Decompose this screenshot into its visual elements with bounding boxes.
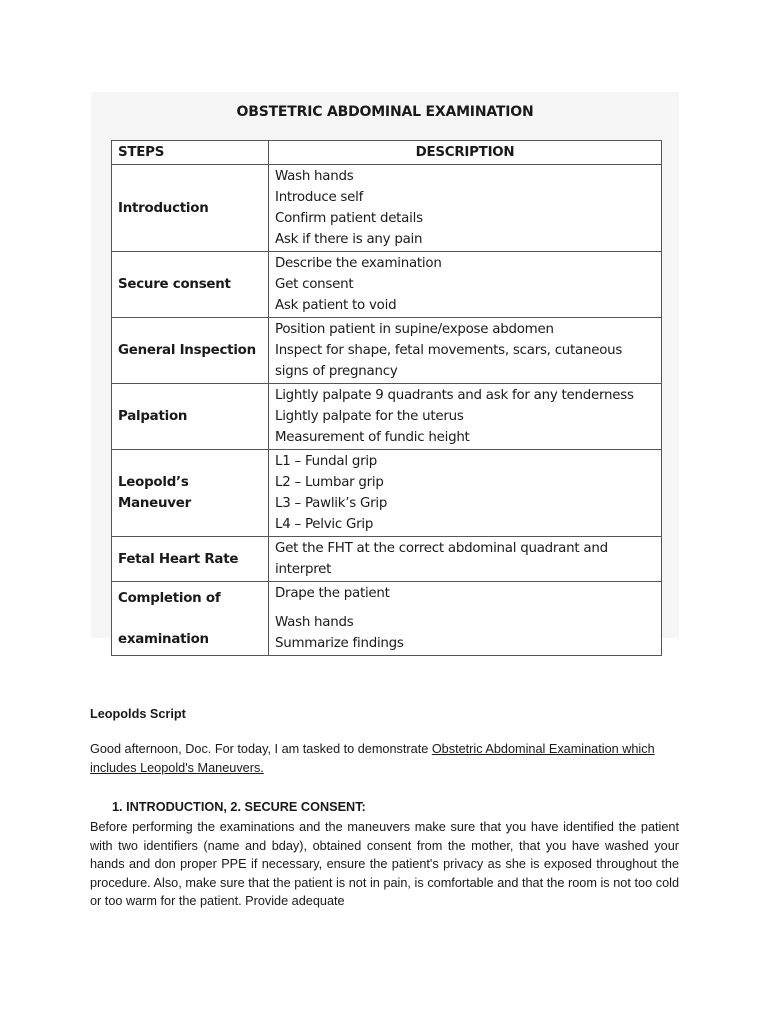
column-header-steps: STEPS [112,141,269,165]
table-row [112,537,662,582]
description-cell [269,450,662,537]
step-label: Palpation [118,409,188,424]
examination-table-figure [91,92,679,651]
step-cell [112,537,269,582]
description-line: Wash hands [275,169,354,184]
step-cell [112,318,269,384]
step-label: Leopold’s [118,475,189,490]
section-heading: 1. INTRODUCTION, 2. SECURE CONSENT: [112,800,366,814]
description-line: signs of pregnancy [275,364,398,379]
description-cell [269,582,662,656]
step-cell [112,165,269,252]
description-line: Describe the examination [275,256,442,271]
description-line: Lightly palpate 9 quadrants and ask for any tenderness [275,388,634,403]
table-title: OBSTETRIC ABDOMINAL EXAMINATION [236,104,534,120]
description-line: Ask if there is any pain [275,232,423,247]
script-title: Leopolds Script [90,707,186,721]
table-row [112,318,662,384]
table-header-row [112,141,662,165]
step-cell [112,450,269,537]
step-cell [112,384,269,450]
description-line: L3 – Pawlik’s Grip [275,496,388,511]
step-label: Secure consent [118,277,231,292]
description-line: Measurement of fundic height [275,430,470,445]
description-line: Position patient in supine/expose abdomen [275,322,554,337]
description-cell [269,318,662,384]
step-cell [112,252,269,318]
table-row [112,450,662,537]
step-label: Introduction [118,200,209,216]
description-line: Inspect for shape, fetal movements, scars, cutaneous [275,343,623,358]
column-header-description: DESCRIPTION [269,141,662,165]
step-label: Fetal Heart Rate [118,551,239,567]
description-cell [269,537,662,582]
step-cell [112,582,269,656]
description-line: Wash hands [275,615,354,630]
table-row [112,384,662,450]
description-line: interpret [275,562,332,577]
description-line: L4 – Pelvic Grip [275,517,374,532]
description-line: L1 – Fundal grip [275,454,378,469]
section-body-paragraph: Before performing the examinations and the maneuvers make sure that you have identified the patient with two identifiers (name and bday), obtained consent from the mother, that you have washed your hands and don proper PPE if necessary, ensure the patient's privacy as she is exposed throughout the procedure. Also, make sure that the patient is not in pain, is comfortable and that the room is not too cold or too warm for the patient. Provide adequate [90,820,679,909]
description-line: Get consent [275,277,354,292]
description-line: Get the FHT at the correct abdominal quadrant and [275,541,608,556]
examination-table [111,140,662,656]
intro-text: Good afternoon, Doc. For today, I am tasked to demonstrate [90,742,432,756]
description-cell [269,384,662,450]
description-line: Drape the patient [275,586,390,601]
table-row [112,582,662,656]
description-line: L2 – Lumbar grip [275,475,384,490]
step-label: Completion of [118,590,221,606]
table-row [112,165,662,252]
description-line: Introduce self [275,190,364,205]
step-label: examination [118,631,209,647]
description-line: Ask patient to void [275,298,397,313]
intro-paragraph [90,740,679,777]
table-row [112,252,662,318]
step-label: Maneuver [118,496,191,511]
description-cell [269,165,662,252]
description-cell [269,252,662,318]
step-label: General Inspection [118,343,256,358]
description-line: Summarize findings [275,636,404,651]
description-line: Confirm patient details [275,211,423,226]
intro-underlined-text: Obstetric Abdominal Examination which includes Leopold's Maneuvers. [90,742,655,775]
description-line: Lightly palpate for the uterus [275,409,464,424]
